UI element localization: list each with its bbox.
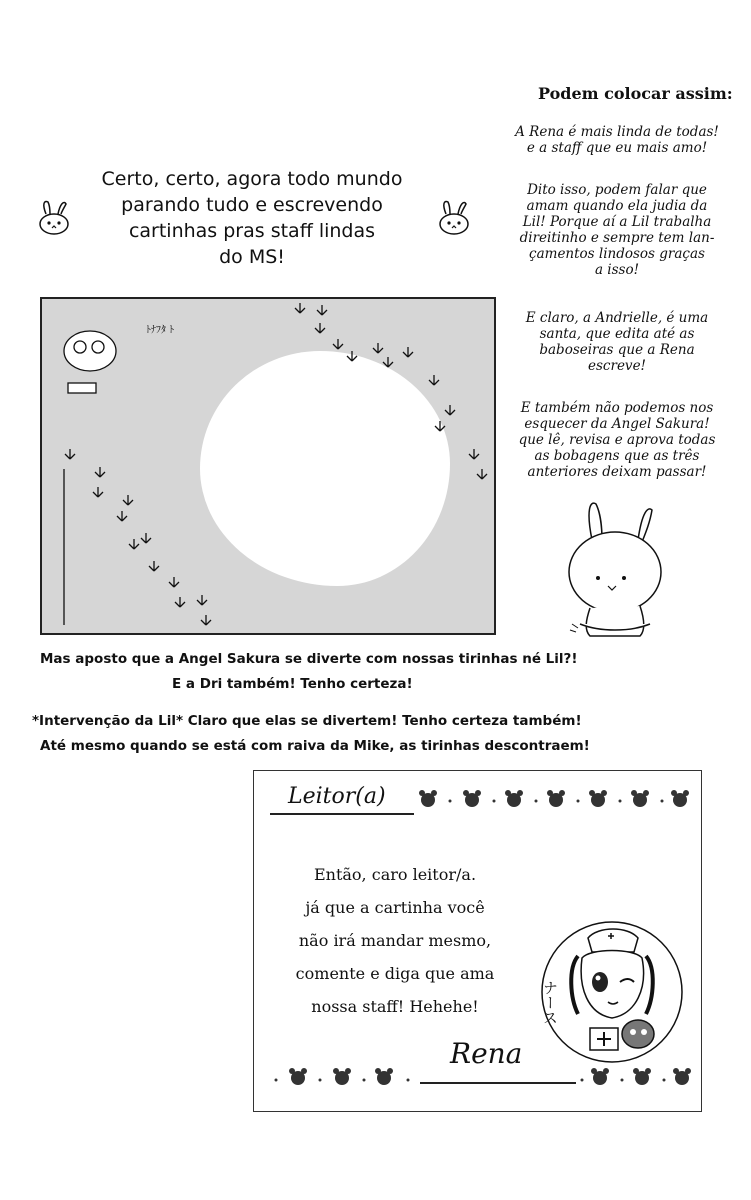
bold-line-3: *Intervenção da Lil* Claro que elas se divertem! Tenho certeza também!: [32, 713, 582, 729]
text-line: já que a cartinha você: [305, 898, 485, 917]
text-line: baboseiras que a Rena: [539, 342, 695, 358]
bear-border-bottom-right-icon: [576, 1066, 694, 1092]
text-line: nossa staff! Hehehe!: [311, 997, 479, 1016]
right-paragraph-1: [512, 124, 722, 156]
letter-body: [270, 858, 520, 1023]
text-line: as bobagens que as três: [534, 448, 700, 464]
text-line: do MS!: [219, 246, 285, 268]
text-line: Então, caro leitor/a.: [313, 865, 477, 884]
nurse-label: ナース: [541, 980, 559, 1025]
drawing-panel: [40, 297, 496, 635]
bear-border-bottom-left-icon: [270, 1066, 420, 1092]
bold-line-4: Até mesmo quando se está com raiva da Mike, as tirinhas descontraem!: [40, 738, 590, 754]
text-line: Dito isso, podem falar que: [527, 182, 707, 198]
text-line: não irá mandar mesmo,: [298, 931, 492, 950]
text-line: E também não podemos nos: [520, 400, 714, 416]
right-paragraph-3: [512, 310, 722, 374]
text-line: escreve!: [588, 358, 646, 374]
right-title: Podem colocar assim:: [538, 84, 733, 103]
text-line: A Rena é mais linda de todas!: [515, 124, 719, 140]
text-line: parando tudo e escrevendo: [121, 194, 383, 216]
text-line: Lil! Porque aí a Lil trabalha: [522, 214, 712, 230]
text-line: anteriores deixam passar!: [527, 464, 707, 480]
letter-title: Leitor(a): [288, 784, 386, 809]
bold-line-2: E a Dri também! Tenho certeza!: [172, 676, 413, 692]
text-line: cartinhas pras staff lindas: [128, 220, 376, 242]
text-line: e a staff que eu mais amo!: [526, 140, 708, 156]
title-underline: [270, 813, 414, 815]
text-line: Certo, certo, agora todo mundo: [101, 168, 403, 190]
intro-text: [62, 166, 442, 270]
text-line: santa, que edita até as: [539, 326, 695, 342]
signature: Rena: [450, 1037, 523, 1070]
right-paragraph-2: [512, 182, 722, 278]
bunny-icon-left: [34, 198, 74, 238]
bold-line-1: Mas aposto que a Angel Sakura se diverte com nossas tirinhas né Lil?!: [40, 651, 578, 667]
bear-border-top-icon: [416, 788, 692, 814]
bird-footprints-icon: [42, 299, 494, 633]
text-line: comente e diga que ama: [295, 964, 495, 983]
text-line: esquecer da Angel Sakura!: [524, 416, 710, 432]
bunny-icon-right: [434, 198, 474, 238]
text-line: amam quando ela judia da: [526, 198, 708, 214]
text-line: que lê, revisa e aprova todas: [518, 432, 716, 448]
svg-text:ﾄﾅﾌﾀ ﾄ: ﾄﾅﾌﾀ ﾄ: [146, 325, 175, 336]
text-line: direitinho e sempre tem lan-: [519, 230, 715, 246]
nurse-chibi-portrait: [538, 918, 686, 1066]
text-line: a isso!: [594, 262, 640, 278]
text-line: çamentos lindosos graças: [529, 246, 705, 262]
right-paragraph-4: [512, 400, 722, 480]
bunny-mascot-drawing: [550, 500, 680, 650]
text-line: E claro, a Andrielle, é uma: [525, 310, 709, 326]
signature-line: [420, 1082, 576, 1084]
